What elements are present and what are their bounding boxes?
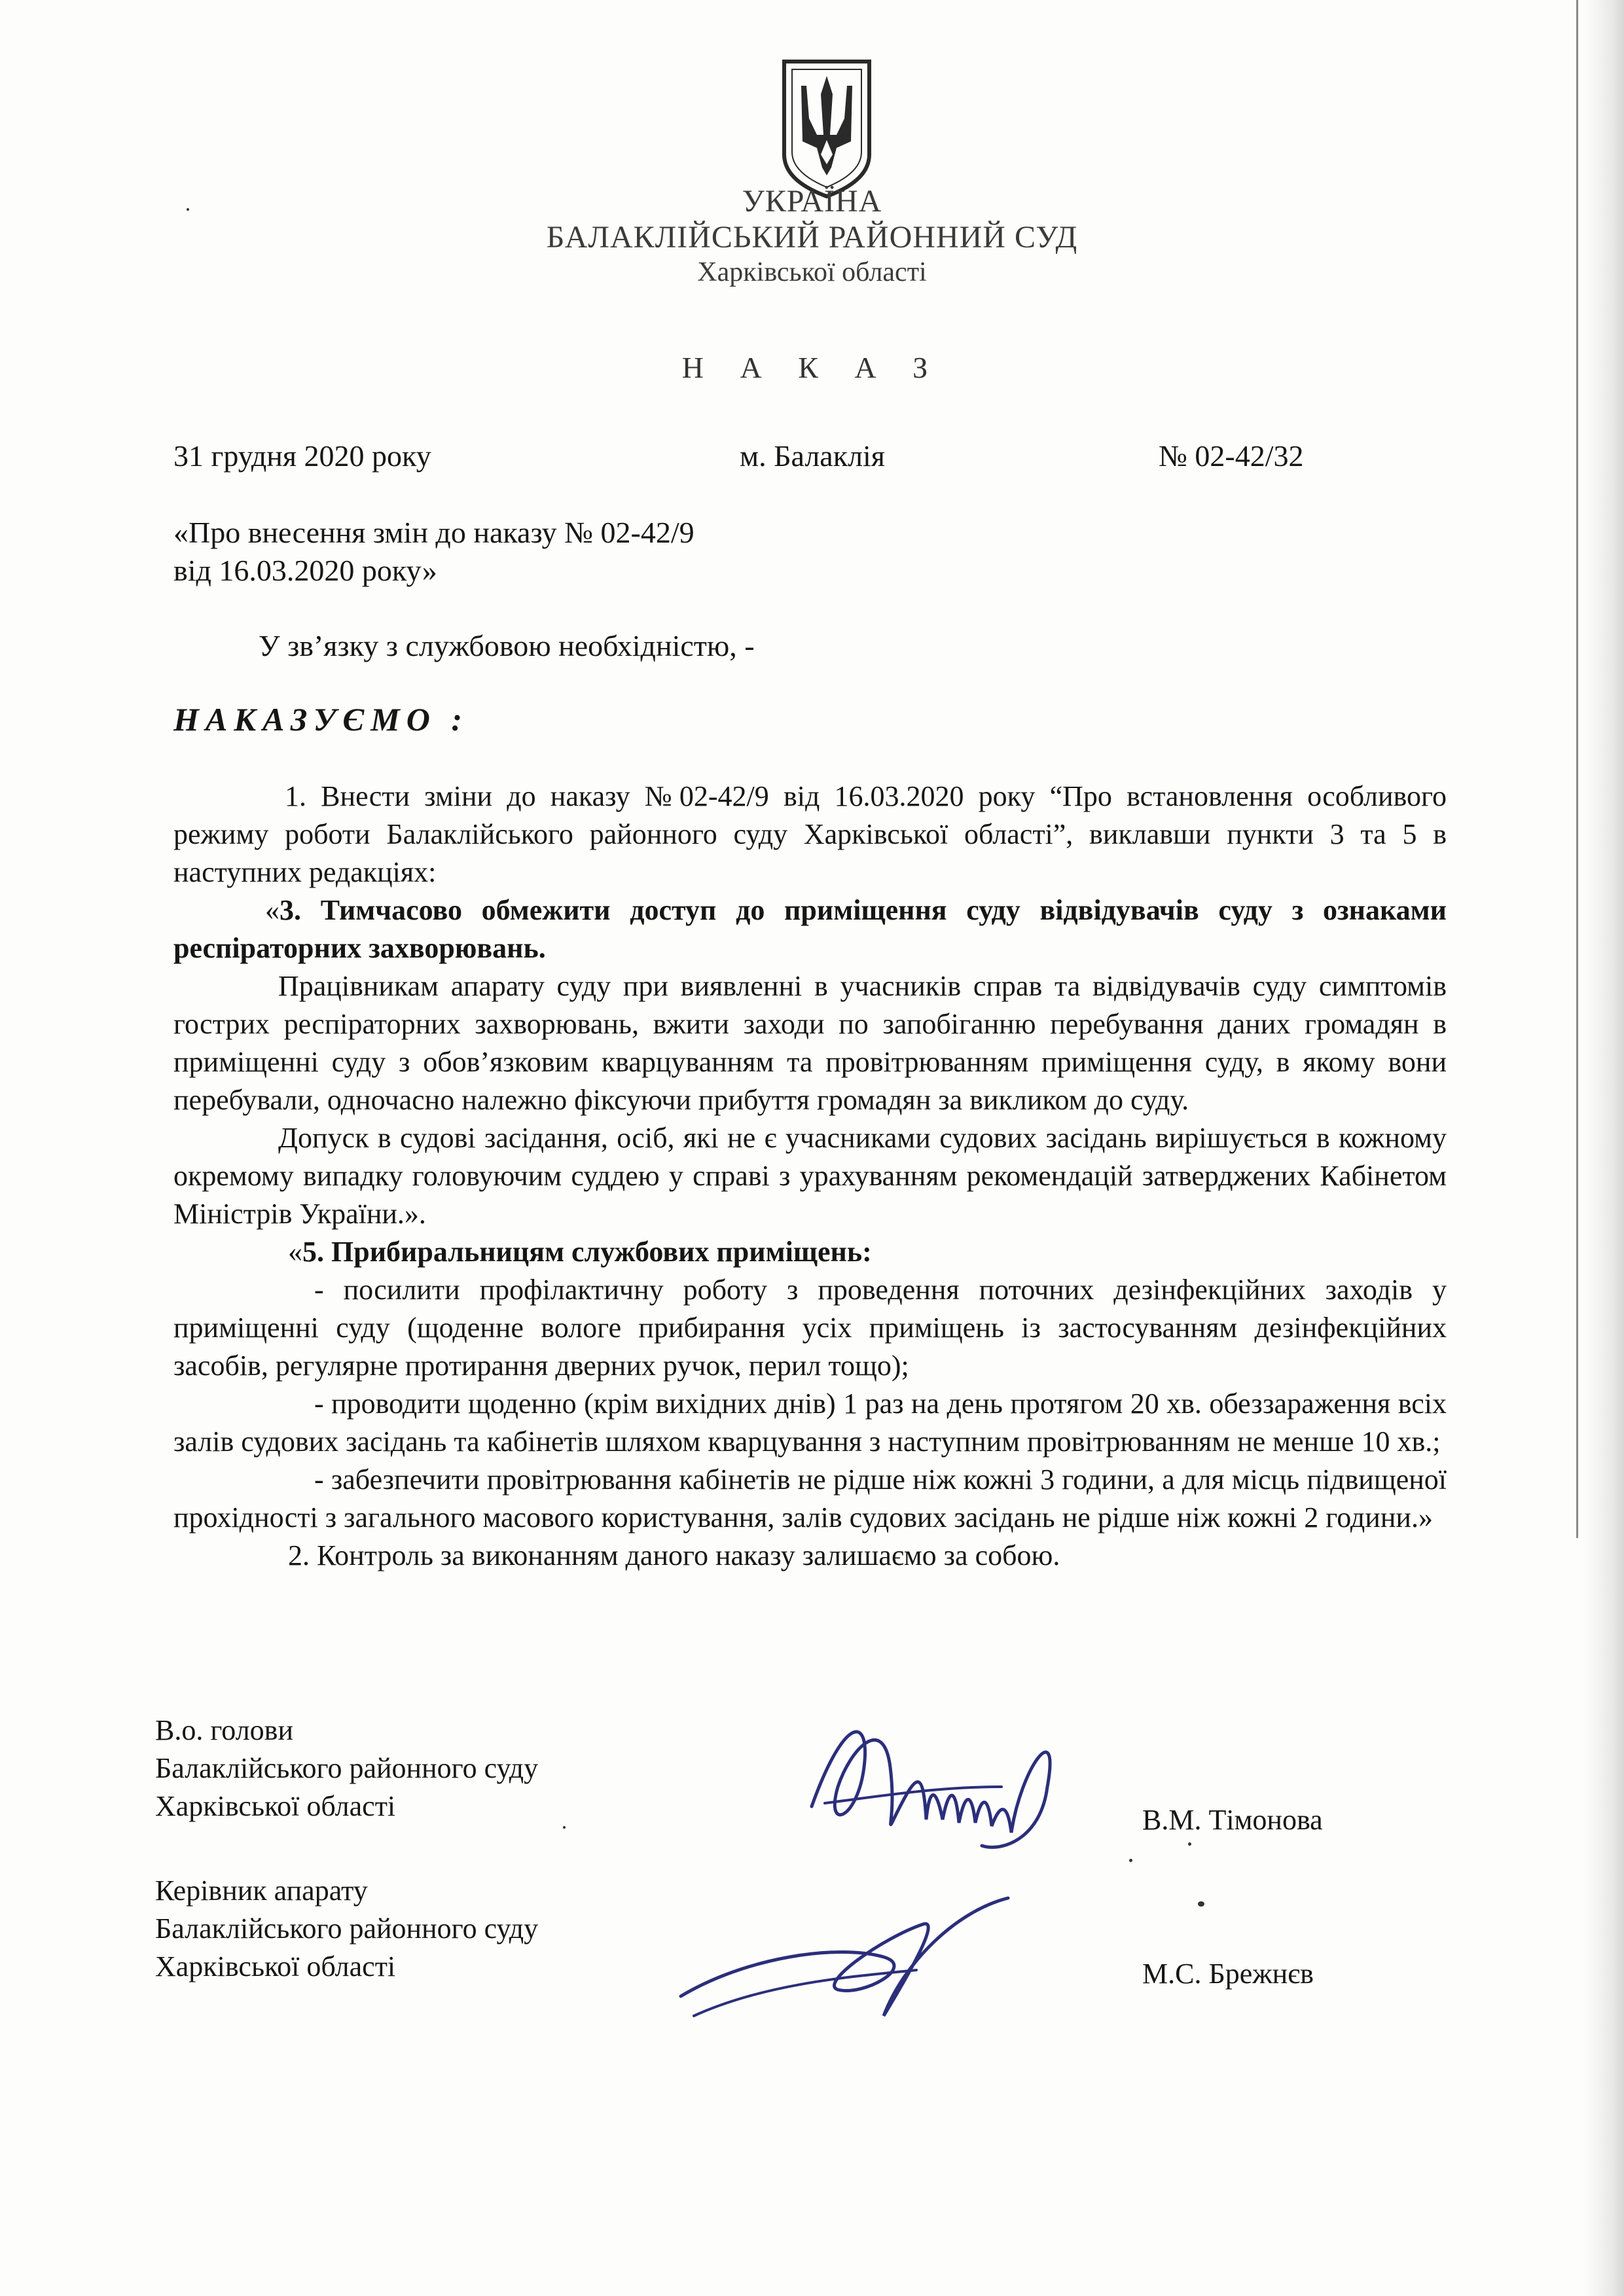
intro-text: У зв’язку з службовою необхідністю, - [259, 629, 755, 662]
signatory-2-line-1: Керівник апарату [155, 1874, 368, 1907]
order-heading: НАКАЗУЄМО : [173, 701, 469, 738]
signatory-1-line-1: В.о. голови [155, 1714, 293, 1746]
signatory-2-line-3: Харківської області [155, 1950, 396, 1982]
signatory-1-line-2: Балаклійського районного суду [155, 1752, 539, 1784]
point-3-paragraph-1: Працівникам апарату суду при виявленні в учасників справ та відвідувачів суду симптомів гострих респіраторних захворювань, вжити заходи по запобіганню перебування даних громадян в приміщенні суду з обов’язковим кварцуванням та провітрюванням приміщення суду, в якому вони перебували, одночасно належно фіксуючи прибуття громадян за викликом до суду. [173, 970, 1447, 1116]
subject-line-1: «Про внесення змін до наказу № 02-42/9 [173, 516, 695, 549]
subject-line-2: від 16.03.2020 року» [173, 554, 437, 587]
header-region: Харківської області [697, 257, 927, 287]
signatory-1-name: В.М. Тімонова [1142, 1804, 1323, 1836]
signatory-2-title [155, 1872, 538, 1986]
document-date: 31 грудня 2020 року [173, 439, 431, 473]
point-3-paragraph-2: Допуск в судові засідання, осіб, які не є учасниками судових засідань вирішується в кожному окремому випадку головуючим суддею у справі з урахуванням рекомендацій затверджених Кабінетом Міністрів України.». [173, 1122, 1447, 1230]
point-5-item-a: - посилити профілактичну роботу з проведення поточних дезінфекційних заходів у приміщенні суду (щоденне вологе прибирання усіх приміщень із застосуванням дезінфекційних засобів, регулярне протирання дверних ручок, перил тощо); [173, 1274, 1447, 1382]
header-country: УКРАЇНА [742, 184, 882, 219]
item-1-text: 1. Внести зміни до наказу №02-42/9 від 16.03.2020 року “Про встановлення особливого режиму роботи Балаклійського районного суду Харківської області”, виклавши пункти 3 та 5 в наступних редакціях: [173, 780, 1447, 888]
item-2-text: 2. Контроль за виконанням даного наказу залишаємо за собою. [288, 1539, 1060, 1571]
document-city: м. Балаклія [740, 439, 885, 473]
signatory-1-line-3: Харківської області [155, 1790, 396, 1822]
order-body [173, 778, 1447, 1575]
handwritten-signature-2 [668, 1885, 1034, 2042]
point-3-heading-text: 3. Тимчасово обмежити доступ до приміщення суду відвідувачів суду з ознаками респіраторних захворювань. [173, 894, 1447, 964]
point-3-open-quote: « [265, 894, 280, 926]
document-type: Н А К А З [681, 351, 943, 384]
scanned-page-edge-shadow [1585, 0, 1624, 2296]
scan-speck [1188, 1842, 1191, 1846]
signatory-1-title [155, 1712, 538, 1825]
handwritten-signature-1 [785, 1689, 1087, 1872]
scan-speck [1129, 1859, 1132, 1862]
scan-speck [187, 208, 189, 211]
point-5-heading-text: 5. Прибиральницям службових приміщень: [302, 1236, 872, 1268]
scan-speck [1198, 1901, 1204, 1907]
point-3-heading [173, 891, 1447, 967]
trident-emblem-icon [778, 56, 876, 200]
point-5-item-c: - забезпечити провітрювання кабінетів не рідше ніж кожні 3 години, а для місць підвищеної прохідності з загального масового користування, залів судових засідань не рідше ніж кожні 2 години.» [173, 1463, 1447, 1534]
scan-speck [563, 1826, 566, 1829]
document-number: № 02-42/32 [1159, 439, 1304, 473]
document-subject [173, 514, 695, 590]
point-5-heading [173, 1233, 1447, 1271]
signatory-2-name: М.С. Брежнєв [1142, 1958, 1314, 1990]
header-court-name: БАЛАКЛІЙСЬКИЙ РАЙОННИЙ СУД [546, 220, 1078, 255]
point-5-open-quote: « [288, 1236, 302, 1268]
point-5-item-b: - проводити щоденно (крім вихідних днів) 1 раз на день протягом 20 хв. обеззараження всіх залів судових засідань та кабінетів шляхом кварцування з наступним провітрюванням не менше 10 хв.; [173, 1388, 1447, 1458]
signatory-2-line-2: Балаклійського районного суду [155, 1912, 539, 1945]
